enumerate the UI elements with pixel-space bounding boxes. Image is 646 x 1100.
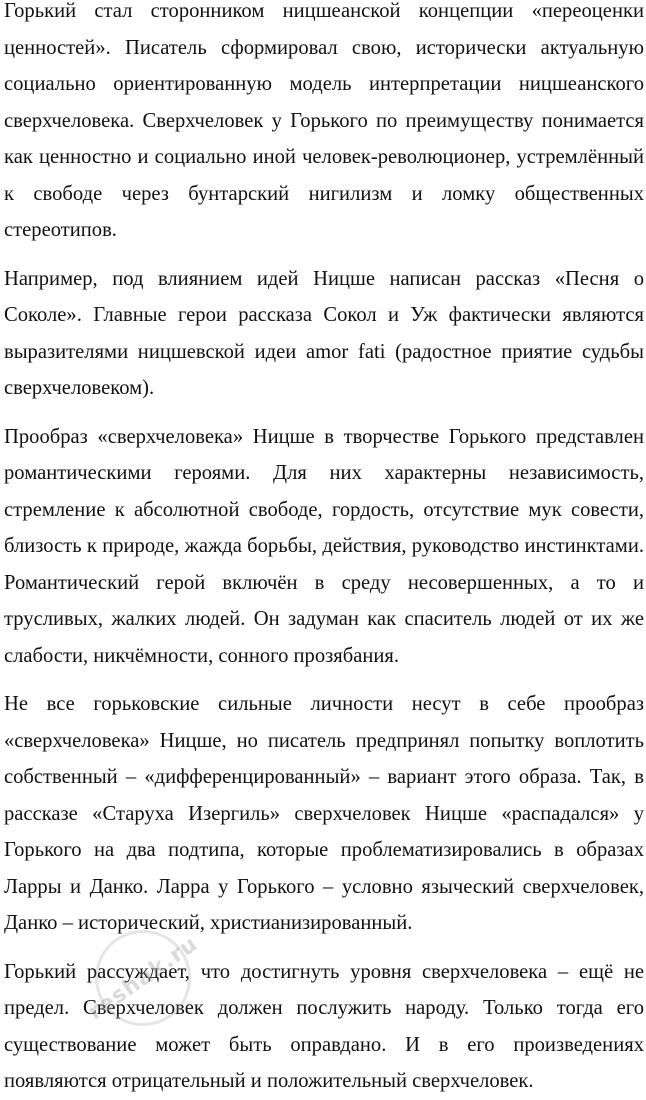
paragraph-3: Прообраз «сверхчеловека» Ницше в творчестве Горького представлен романтическими героями. Для них характерны независимость, стремление к абсолютной свободе, гордость, отсутствие мук совести, близость к природе, жажда борьбы, действия, руководство инстинктами. Романтический герой включён в среду несовершенных, а то и трусливых, жалких людей. Он задуман как спаситель людей от их же слабости, никчёмности, сонного прозябания.: [4, 425, 644, 667]
watermark-logo: reshak.ru: [76, 911, 210, 1045]
paragraph-4: Не все горьковские сильные личности несут в себе прообраз «сверхчеловека» Ницше, но писатель предпринял попытку воплотить собственный – «дифференцированный» – вариант этого образа. Так, в рассказе «Старуха Изергиль» сверхчеловек Ницше «распадался» у Горького на два подтипа, которые проблематизировались в образах Ларры и Данко. Ларра у Горького – условно языческий сверхчеловек, Данко – исторический, христианизированный.: [4, 693, 644, 934]
paragraph-5: Горький рассуждает, что достигнуть уровня сверхчеловека – ещё не предел. Сверхчеловек должен послужить народу. Только тогда его существование может быть оправдано. И в его произведениях появляются отрицательный и положительный сверхчеловек.: [4, 960, 644, 1092]
paragraph-1: Горький стал сторонником ницшеанской концепции «переоценки ценностей». Писатель сформировал свою, исторически актуальную социально ориентированную модель интерпретации ницшеанского сверхчеловека. Сверхчеловек у Горького по преимуществу понимается как ценностно и социально иной человек-революционер, устремлённый к свободе через бунтарский нигилизм и ломку общественных стереотипов.: [4, 0, 644, 241]
paragraph-2: Например, под влиянием идей Ницше написан рассказ «Песня о Соколе». Главные герои рассказа Сокол и Уж фактически являются выразителями ницшевской идеи amor fati (радостное приятие судьбы сверхчеловеком).: [4, 267, 644, 399]
document-body: [4, 0, 644, 1100]
